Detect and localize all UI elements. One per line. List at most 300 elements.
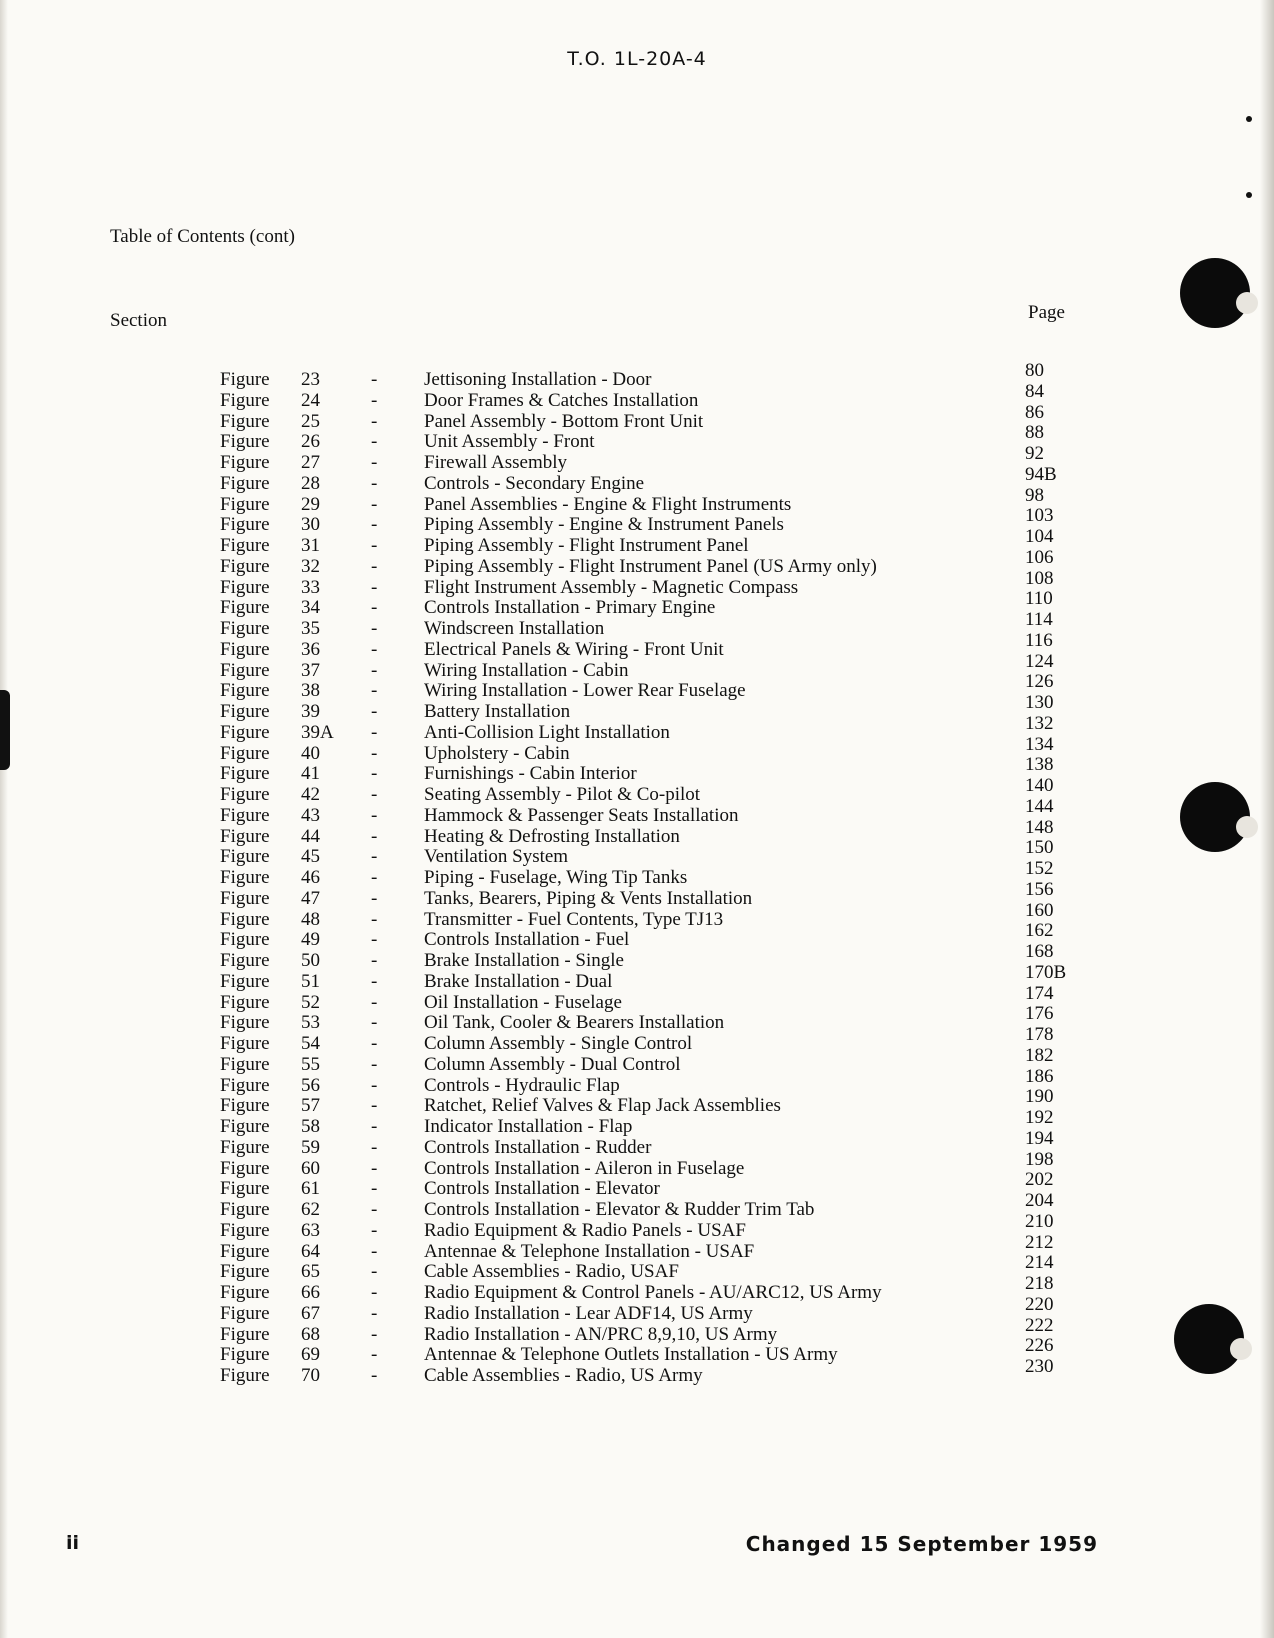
figure-title: Ratchet, Relief Valves & Flap Jack Assemblies (424, 1095, 781, 1117)
figure-label: Figure (220, 452, 270, 473)
figure-label: Figure (220, 1033, 270, 1054)
figure-label: Figure (220, 638, 270, 660)
figure-number: 70 (301, 1365, 320, 1386)
figure-number: 37 (301, 659, 320, 681)
separator-dash: - (371, 1199, 378, 1220)
figure-title: Indicator Installation - Flap (424, 1116, 633, 1137)
figure-title: Upholstery - Cabin (424, 742, 570, 764)
figure-title: Furnishings - Cabin Interior (424, 763, 637, 785)
figure-label: Figure (220, 369, 270, 390)
toc-row (0, 1293, 1274, 1325)
page-reference: 152 (1025, 858, 1054, 879)
figure-label: Figure (220, 410, 270, 432)
figure-label: Figure (220, 701, 270, 722)
figure-title: Transmitter - Fuel Contents, Type TJ13 (424, 908, 724, 930)
toc-row (0, 837, 1274, 868)
separator-dash: - (371, 1302, 378, 1324)
figure-title: Radio Installation - Lear ADF14, US Army (424, 1302, 753, 1324)
figure-title: Door Frames & Catches Installation (424, 389, 699, 411)
figure-title: Jettisoning Installation - Door (424, 369, 652, 390)
toc-list (0, 360, 1274, 1387)
figure-title: Controls Installation - Elevator & Rudder Trim Tab (424, 1199, 815, 1220)
page-reference: 212 (1025, 1231, 1054, 1253)
toc-row (0, 1190, 1274, 1221)
figure-number: 24 (301, 389, 320, 411)
page-reference: 204 (1025, 1190, 1054, 1211)
toc-row (0, 878, 1274, 910)
toc-row (0, 609, 1274, 640)
toc-row (0, 712, 1274, 744)
figure-label: Figure (220, 887, 270, 909)
page-reference: 210 (1025, 1210, 1054, 1232)
toc-row (0, 1252, 1274, 1283)
figure-label: Figure (220, 1219, 270, 1241)
figure-title: Wiring Installation - Cabin (424, 659, 629, 681)
page-reference: 214 (1025, 1252, 1054, 1274)
figure-title: Heating & Defrosting Installation (424, 825, 680, 847)
page-reference: 192 (1025, 1107, 1054, 1128)
separator-dash: - (371, 970, 378, 992)
toc-row (0, 546, 1274, 578)
figure-title: Panel Assembly - Bottom Front Unit (424, 410, 704, 432)
toc-row (0, 692, 1274, 723)
page-reference: 104 (1025, 526, 1054, 547)
figure-number: 42 (301, 784, 320, 805)
figure-title: Piping Assembly - Flight Instrument Panel (424, 535, 749, 556)
page-reference: 198 (1025, 1148, 1054, 1170)
figure-number: 36 (301, 638, 320, 660)
page-reference: 98 (1025, 484, 1044, 506)
figure-number: 39A (301, 721, 334, 743)
separator-dash: - (371, 867, 378, 888)
figure-label: Figure (220, 618, 270, 639)
separator-dash: - (371, 1116, 378, 1137)
toc-row (0, 650, 1274, 682)
figure-title: Panel Assemblies - Engine & Flight Instruments (424, 493, 792, 515)
page-column-header: Page (1028, 302, 1065, 323)
page-reference: 130 (1025, 692, 1054, 713)
figure-number: 49 (301, 929, 320, 951)
page-reference: 168 (1025, 941, 1054, 962)
separator-dash: - (371, 846, 378, 868)
separator-dash: - (371, 1012, 378, 1034)
separator-dash: - (371, 991, 378, 1013)
separator-dash: - (371, 555, 378, 577)
toc-row (0, 899, 1274, 931)
figure-label: Figure (220, 1074, 270, 1096)
figure-label: Figure (220, 1053, 270, 1075)
figure-number: 29 (301, 493, 320, 515)
figure-title: Flight Instrument Assembly - Magnetic Compass (424, 576, 799, 598)
figure-title: Controls Installation - Rudder (424, 1136, 652, 1158)
figure-label: Figure (220, 929, 270, 951)
figure-label: Figure (220, 742, 270, 764)
figure-number: 41 (301, 763, 320, 785)
page-reference: 160 (1025, 899, 1054, 921)
figure-number: 47 (301, 887, 320, 909)
toc-row (0, 1210, 1274, 1242)
page-reference: 186 (1025, 1065, 1054, 1087)
toc-row (0, 1356, 1274, 1387)
separator-dash: - (371, 597, 378, 619)
toc-row (0, 1273, 1274, 1304)
figure-title: Controls Installation - Fuel (424, 929, 630, 951)
figure-label: Figure (220, 784, 270, 805)
separator-dash: - (371, 1157, 378, 1179)
figure-number: 50 (301, 950, 320, 971)
figure-number: 55 (301, 1053, 320, 1075)
separator-dash: - (371, 638, 378, 660)
page-reference: 94B (1025, 463, 1057, 485)
figure-number: 43 (301, 804, 320, 826)
figure-label: Figure (220, 555, 270, 577)
figure-title: Controls - Hydraulic Flap (424, 1074, 620, 1096)
separator-dash: - (371, 576, 378, 598)
change-note: Changed 15 September 1959 (745, 1532, 1098, 1556)
page-reference: 80 (1025, 360, 1044, 381)
separator-dash: - (371, 514, 378, 536)
figure-number: 40 (301, 742, 320, 764)
figure-title: Piping Assembly - Flight Instrument Panel (US Army only) (424, 555, 877, 577)
page-reference: 108 (1025, 567, 1054, 589)
figure-title: Oil Tank, Cooler & Bearers Installation (424, 1012, 725, 1034)
document-number: T.O. 1L-20A-4 (567, 48, 707, 70)
figure-number: 26 (301, 431, 320, 453)
page-reference: 230 (1025, 1356, 1054, 1377)
figure-title: Wiring Installation - Lower Rear Fuselage (424, 680, 746, 702)
separator-dash: - (371, 929, 378, 951)
toc-row (0, 629, 1274, 661)
page-reference: 138 (1025, 754, 1054, 776)
page-reference: 103 (1025, 505, 1054, 527)
toc-row (0, 982, 1274, 1014)
figure-title: Radio Equipment & Radio Panels - USAF (424, 1219, 746, 1241)
figure-title: Antennae & Telephone Outlets Installation - US Army (424, 1344, 838, 1366)
separator-dash: - (371, 950, 378, 971)
toc-row (0, 588, 1274, 619)
figure-number: 39 (301, 701, 320, 722)
separator-dash: - (371, 721, 378, 743)
figure-title: Battery Installation (424, 701, 571, 722)
figure-title: Controls - Secondary Engine (424, 472, 645, 494)
figure-title: Antennae & Telephone Installation - USAF (424, 1240, 755, 1262)
separator-dash: - (371, 908, 378, 930)
figure-title: Firewall Assembly (424, 452, 568, 473)
figure-label: Figure (220, 659, 270, 681)
figure-number: 61 (301, 1178, 320, 1200)
separator-dash: - (371, 1365, 378, 1386)
figure-number: 38 (301, 680, 320, 702)
figure-number: 33 (301, 576, 320, 598)
figure-title: Ventilation System (424, 846, 569, 868)
figure-label: Figure (220, 1012, 270, 1034)
figure-title: Anti-Collision Light Installation (424, 721, 670, 743)
figure-number: 58 (301, 1116, 320, 1137)
figure-title: Radio Equipment & Control Panels - AU/ARC12, US Army (424, 1282, 882, 1303)
separator-dash: - (371, 1344, 378, 1366)
figure-number: 44 (301, 825, 320, 847)
separator-dash: - (371, 535, 378, 556)
figure-number: 51 (301, 970, 320, 992)
separator-dash: - (371, 410, 378, 432)
margin-dot (1246, 116, 1252, 122)
figure-label: Figure (220, 1178, 270, 1200)
figure-label: Figure (220, 389, 270, 411)
figure-title: Controls Installation - Aileron in Fuselage (424, 1157, 745, 1179)
figure-label: Figure (220, 970, 270, 992)
toc-row (0, 1003, 1274, 1034)
figure-label: Figure (220, 908, 270, 930)
figure-label: Figure (220, 1240, 270, 1262)
figure-title: Controls Installation - Primary Engine (424, 597, 716, 619)
page-reference: 106 (1025, 546, 1054, 568)
figure-label: Figure (220, 1157, 270, 1179)
figure-title: Radio Installation - AN/PRC 8,9,10, US Army (424, 1323, 778, 1345)
toc-row (0, 816, 1274, 848)
figure-title: Column Assembly - Single Control (424, 1033, 693, 1054)
figure-title: Cable Assemblies - Radio, USAF (424, 1261, 679, 1283)
figure-number: 67 (301, 1302, 320, 1324)
figure-number: 62 (301, 1199, 320, 1220)
toc-row (0, 1024, 1274, 1055)
toc-row (0, 526, 1274, 557)
figure-title: Unit Assembly - Front (424, 431, 595, 453)
figure-number: 63 (301, 1219, 320, 1241)
figure-number: 54 (301, 1033, 320, 1054)
figure-label: Figure (220, 680, 270, 702)
separator-dash: - (371, 804, 378, 826)
figure-title: Hammock & Passenger Seats Installation (424, 804, 739, 826)
figure-title: Brake Installation - Dual (424, 970, 613, 992)
toc-row (0, 941, 1274, 972)
page-reference: 202 (1025, 1169, 1054, 1191)
toc-row (0, 401, 1274, 433)
separator-dash: - (371, 1240, 378, 1262)
toc-row (0, 380, 1274, 412)
figure-title: Piping Assembly - Engine & Instrument Panels (424, 514, 784, 536)
figure-number: 35 (301, 618, 320, 639)
figure-number: 56 (301, 1074, 320, 1096)
page-reference: 88 (1025, 422, 1044, 444)
figure-number: 57 (301, 1095, 320, 1117)
toc-heading: Table of Contents (cont) (110, 226, 295, 247)
page-reference: 148 (1025, 816, 1054, 838)
figure-title: Column Assembly - Dual Control (424, 1053, 681, 1075)
page-reference: 116 (1025, 629, 1053, 651)
separator-dash: - (371, 472, 378, 494)
figure-title: Tanks, Bearers, Piping & Vents Installation (424, 887, 753, 909)
figure-label: Figure (220, 1261, 270, 1283)
figure-title: Controls Installation - Elevator (424, 1178, 660, 1200)
page-reference: 162 (1025, 920, 1054, 942)
toc-row (0, 671, 1274, 702)
figure-label: Figure (220, 1136, 270, 1158)
figure-label: Figure (220, 431, 270, 453)
figure-number: 69 (301, 1344, 320, 1366)
section-column-header: Section (110, 310, 167, 331)
page-reference: 144 (1025, 795, 1054, 817)
page-number: ii (66, 1532, 80, 1554)
separator-dash: - (371, 763, 378, 785)
figure-number: 65 (301, 1261, 320, 1283)
figure-label: Figure (220, 493, 270, 515)
figure-label: Figure (220, 1199, 270, 1220)
figure-label: Figure (220, 867, 270, 888)
separator-dash: - (371, 431, 378, 453)
figure-title: Electrical Panels & Wiring - Front Unit (424, 638, 724, 660)
page-reference: 156 (1025, 878, 1054, 900)
figure-label: Figure (220, 1282, 270, 1303)
page-reference: 222 (1025, 1314, 1054, 1336)
figure-number: 60 (301, 1157, 320, 1179)
toc-row (0, 733, 1274, 765)
figure-number: 32 (301, 555, 320, 577)
page-reference: 114 (1025, 609, 1053, 630)
separator-dash: - (371, 742, 378, 764)
figure-number: 46 (301, 867, 320, 888)
figure-label: Figure (220, 721, 270, 743)
page-reference: 126 (1025, 671, 1054, 693)
figure-label: Figure (220, 1344, 270, 1366)
page-reference: 134 (1025, 733, 1054, 755)
separator-dash: - (371, 1323, 378, 1345)
separator-dash: - (371, 1095, 378, 1117)
figure-label: Figure (220, 514, 270, 536)
page-reference: 178 (1025, 1024, 1054, 1045)
figure-label: Figure (220, 1116, 270, 1137)
page-reference: 124 (1025, 650, 1054, 672)
figure-number: 28 (301, 472, 320, 494)
page-reference: 176 (1025, 1003, 1054, 1025)
toc-row (0, 1127, 1274, 1159)
page-reference: 190 (1025, 1086, 1054, 1108)
figure-label: Figure (220, 1302, 270, 1324)
figure-label: Figure (220, 472, 270, 494)
separator-dash: - (371, 1033, 378, 1054)
toc-row (0, 1044, 1274, 1076)
separator-dash: - (371, 1074, 378, 1096)
figure-number: 31 (301, 535, 320, 556)
separator-dash: - (371, 825, 378, 847)
separator-dash: - (371, 1261, 378, 1283)
toc-row (0, 484, 1274, 516)
figure-number: 53 (301, 1012, 320, 1034)
toc-row (0, 775, 1274, 806)
page-reference: 110 (1025, 588, 1053, 610)
toc-row (0, 1314, 1274, 1346)
separator-dash: - (371, 701, 378, 722)
toc-row (0, 1107, 1274, 1138)
page-reference: 220 (1025, 1293, 1054, 1315)
figure-number: 59 (301, 1136, 320, 1158)
figure-label: Figure (220, 763, 270, 785)
toc-row (0, 1169, 1274, 1200)
figure-label: Figure (220, 597, 270, 619)
page-reference: 226 (1025, 1335, 1054, 1357)
separator-dash: - (371, 1136, 378, 1158)
figure-number: 23 (301, 369, 320, 390)
figure-label: Figure (220, 576, 270, 598)
figure-number: 34 (301, 597, 320, 619)
figure-number: 30 (301, 514, 320, 536)
toc-row (0, 1065, 1274, 1097)
toc-row (0, 443, 1274, 474)
figure-label: Figure (220, 1323, 270, 1345)
toc-row (0, 1148, 1274, 1180)
toc-row (0, 422, 1274, 453)
page-reference: 218 (1025, 1273, 1054, 1294)
toc-row (0, 1086, 1274, 1117)
figure-label: Figure (220, 1095, 270, 1117)
figure-label: Figure (220, 535, 270, 556)
page-reference: 182 (1025, 1044, 1054, 1066)
figure-title: Piping - Fuselage, Wing Tip Tanks (424, 867, 688, 888)
figure-number: 48 (301, 908, 320, 930)
figure-number: 66 (301, 1282, 320, 1303)
page-reference: 150 (1025, 837, 1054, 859)
separator-dash: - (371, 1282, 378, 1303)
figure-title: Brake Installation - Single (424, 950, 624, 971)
figure-label: Figure (220, 804, 270, 826)
page-reference: 174 (1025, 982, 1054, 1004)
figure-label: Figure (220, 991, 270, 1013)
page-reference: 92 (1025, 443, 1044, 464)
toc-row (0, 567, 1274, 599)
toc-row (0, 1335, 1274, 1366)
separator-dash: - (371, 1053, 378, 1075)
figure-number: 64 (301, 1240, 320, 1262)
figure-title: Windscreen Installation (424, 618, 605, 639)
figure-label: Figure (220, 950, 270, 971)
figure-label: Figure (220, 1365, 270, 1386)
separator-dash: - (371, 680, 378, 702)
toc-row (0, 463, 1274, 495)
toc-row (0, 920, 1274, 951)
margin-dot (1246, 192, 1252, 198)
figure-number: 25 (301, 410, 320, 432)
figure-title: Seating Assembly - Pilot & Co-pilot (424, 784, 701, 805)
page-reference: 132 (1025, 712, 1054, 734)
separator-dash: - (371, 1178, 378, 1200)
toc-row (0, 360, 1274, 391)
punch-hole-top (1180, 258, 1250, 328)
toc-row (0, 754, 1274, 785)
page-reference: 86 (1025, 401, 1044, 423)
separator-dash: - (371, 369, 378, 390)
separator-dash: - (371, 887, 378, 909)
separator-dash: - (371, 784, 378, 805)
page-reference: 194 (1025, 1127, 1054, 1149)
figure-number: 52 (301, 991, 320, 1013)
figure-number: 45 (301, 846, 320, 868)
toc-row (0, 858, 1274, 889)
separator-dash: - (371, 659, 378, 681)
toc-row (0, 505, 1274, 536)
separator-dash: - (371, 618, 378, 639)
separator-dash: - (371, 452, 378, 473)
separator-dash: - (371, 1219, 378, 1241)
figure-label: Figure (220, 846, 270, 868)
figure-number: 68 (301, 1323, 320, 1345)
toc-row (0, 961, 1274, 993)
figure-title: Oil Installation - Fuselage (424, 991, 622, 1013)
separator-dash: - (371, 389, 378, 411)
page-reference: 170B (1025, 961, 1067, 983)
page-reference: 140 (1025, 775, 1054, 796)
separator-dash: - (371, 493, 378, 515)
figure-title: Cable Assemblies - Radio, US Army (424, 1365, 703, 1386)
page-reference: 84 (1025, 380, 1044, 402)
